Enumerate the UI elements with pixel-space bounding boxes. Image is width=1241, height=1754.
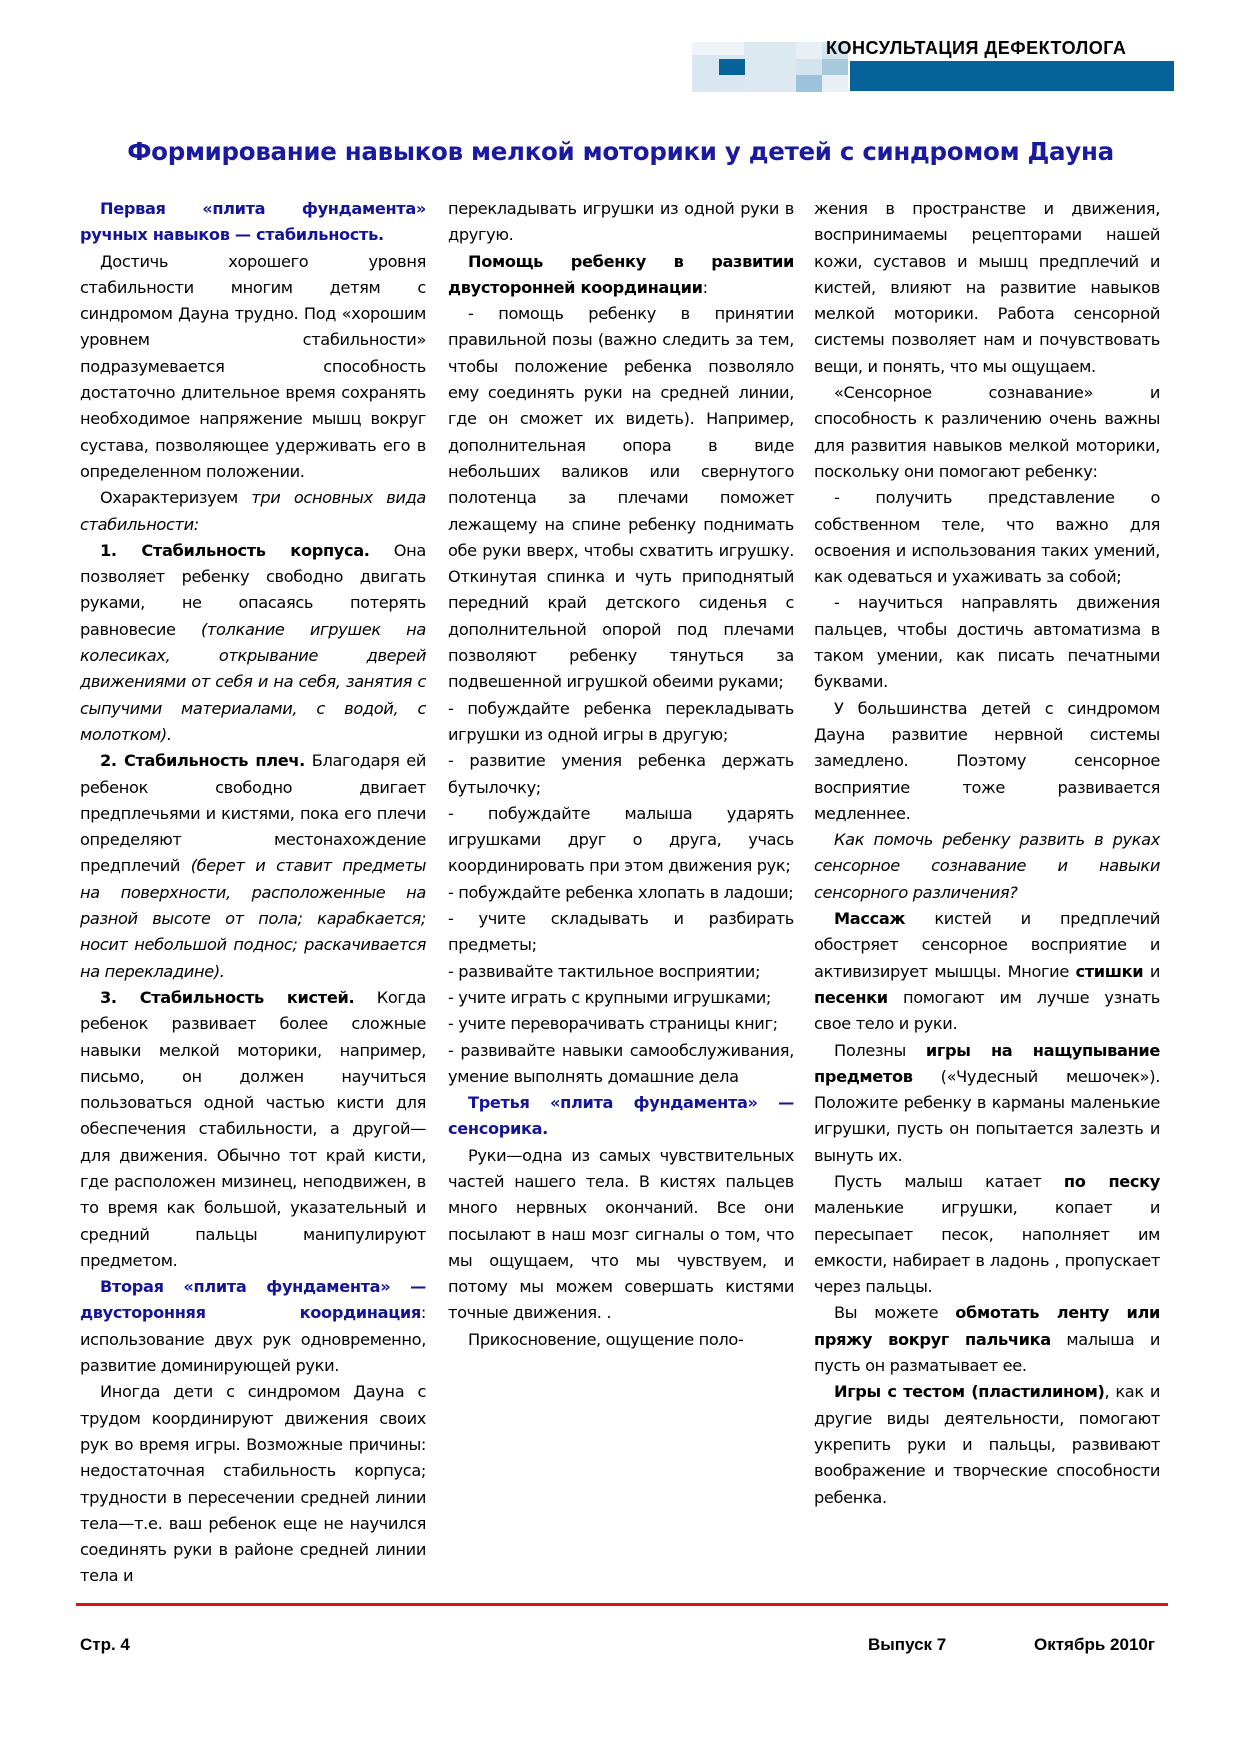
italic-text: (толкание игрушек на колесиках, открывание дверей движениями от себя и на себя, занятия с сыпучими материалами, с водой, с молотком). <box>80 619 426 744</box>
list-item: - побуждайте малыша ударять игрушками друг о друга, учась координировать при этом движения рук; <box>448 803 794 876</box>
text: Когда ребенок развивает более сложные навыки мелкой моторики, например, письмо, он должен научиться пользоваться одной частью кисти для обеспечения стабильности, а другой—для движения. Обычно тот край кисти, где расположен мизинец, неподвижен, в то время как большой, указательный и средний пальцы манипулируют предметом. <box>80 987 427 1270</box>
text: Благодаря ей ребенок свободно двигает предплечьями и кистями, пока его плечи определяют местонахождение предплечий <box>80 751 426 876</box>
header-bar <box>850 61 1174 91</box>
paragraph: Иногда дети с синдромом Дауна с трудом координируют движения своих рук во время игры. Возможные причины: недостаточная стабильность корпуса; трудности в пересечении средней линии тела—т.е. ваш ребенок еще не научился соединять руки в районе средней линии тела и <box>80 1382 426 1586</box>
bold-text: стишки <box>1075 961 1144 981</box>
page-number: Стр. 4 <box>80 1635 130 1654</box>
paragraph: «Сенсорное сознавание» и способность к различению очень важны для развития навыков мелкой моторики, поскольку они помогают ребенку: <box>814 383 1160 481</box>
text: : использование двух рук одновременно, развитие доминирующей руки. <box>80 1303 426 1376</box>
italic-text: (берет и ставит предметы на поверхности, расположенные на разной высоте от пола; карабкается; носит небольшой поднос; раскачивается на перекладине). <box>80 856 426 981</box>
text: Она позволяет ребенку свободно двигать руками, не опасаясь потерять равновесие <box>80 540 426 639</box>
list-item: - учите складывать и разбирать предметы; <box>448 909 794 955</box>
list-item: - развитие умения ребенка держать бутылочку; <box>448 751 794 797</box>
italic-text: Как помочь ребенку развить в руках сенсорное сознавание и навыки сенсорного различения? <box>814 830 1160 902</box>
stability-item-1 <box>80 538 426 748</box>
text: : <box>702 277 708 297</box>
question <box>814 827 1160 906</box>
bold-text: Помощь ребенку в развитии двусторонней координации <box>448 251 794 297</box>
text: Полезны <box>834 1040 926 1060</box>
text: помогают им лучше узнать свое тело и руки. <box>814 987 1160 1034</box>
italic-text: три основных вида стабильности: <box>80 488 426 534</box>
text: маленькие игрушки, копает и пересыпает песок, наполняет им емкости, набирает в ладонь , пропускает через пальцы. <box>814 1198 1160 1297</box>
bold-text: 2. Стабильность плеч. <box>100 751 305 771</box>
text: и <box>1143 961 1160 981</box>
paragraph-dough <box>814 1379 1160 1510</box>
text: кистей и предплечий обостряет сенсорное восприятие и активизирует мышцы. Многие <box>814 909 1160 981</box>
issue-number: Выпуск 7 <box>868 1635 947 1654</box>
list-item: - учите играть с крупными игрушками; <box>448 987 771 1007</box>
bold-text: песенки <box>814 987 888 1007</box>
text: Охарактеризуем <box>100 488 252 508</box>
list-item: - учите переворачивать страницы книг; <box>448 1014 778 1034</box>
blue-heading: Вторая «плита фундамента» — двусторонняя координация <box>80 1277 426 1323</box>
paragraph: жения в пространстве и движения, воспринимаемы рецепторами нашей кожи, суставов и мышц предплечий и кистей, влияют на развитие навыков мелкой моторики. Работа сенсорной системы позволяет нам и почувствовать вещи, и понять, что мы ощущаем. <box>814 199 1160 376</box>
bold-text: Массаж <box>834 909 906 929</box>
heading-third-foundation: Третья «плита фундамента» — сенсорика. <box>448 1093 794 1139</box>
list-item: - побуждайте ребенка хлопать в ладоши; <box>448 882 794 902</box>
bold-text: игры на нащупывание предметов <box>814 1040 1161 1086</box>
list-item: - получить представление о собственном теле, что важно для освоения и использования таких умений, как одеваться и ухаживать за собой; <box>814 488 1160 587</box>
paragraph: Достичь хорошего уровня стабильности многим детям с синдромом Дауна трудно. Под «хорошим уровнем стабильности» подразумевается способность достаточно длительное время сохранять необходимое напряжение мышц вокруг сустава, позволяющее удерживать его в определенном положении. <box>80 251 426 481</box>
heading-first-foundation: Первая «плита фундамента» ручных навыков — стабильность. <box>80 199 426 245</box>
paragraph-sand <box>814 1169 1160 1300</box>
bold-text: Игры с тестом (пластилином) <box>834 1382 1105 1402</box>
list-item: - помощь ребенку в принятии правильной позы (важно следить за тем, чтобы положение ребенка позволяло ему соединять руки на средней линии, где он сможет их видеть). Например, дополнительная опора в виде небольших валиков или свернутого полотенца за плечами поможет лежащему на спине ребенку поднимать обе руки вверх, чтобы схватить игрушку. Откинутая спинка и чуть приподнятый передний край детского сиденья с дополнительной опорой под плечами позволяют ребенку тянуться за подвешенной игрушкой обеими руками; <box>448 304 794 692</box>
paragraph-yarn <box>814 1300 1160 1379</box>
paragraph: У большинства детей с синдромом Дауна развитие нервной системы замедлено. Поэтому сенсорное восприятие тоже развивается медленнее. <box>814 698 1160 823</box>
text: малыша и пусть он разматывает ее. <box>814 1329 1161 1376</box>
paragraph <box>80 485 426 538</box>
paragraph: перекладывать игрушки из одной руки в другую. <box>448 199 794 245</box>
bold-text: 3. Стабильность кистей. <box>100 987 355 1007</box>
subheading-help <box>448 249 794 302</box>
list-item: - развивайте навыки самообслуживания, умение выполнять домашние дела <box>448 1040 794 1086</box>
column-2 <box>448 196 794 1353</box>
heading-second-foundation <box>80 1274 426 1379</box>
text: , как и другие виды деятельности, помогают укрепить руки и пальцы, развивают воображение и творческие способности ребенка. <box>814 1382 1160 1507</box>
text: Вы можете <box>834 1303 956 1323</box>
paragraph: Прикосновение, ощущение поло- <box>468 1329 744 1349</box>
paragraph-massage <box>814 906 1160 1037</box>
bold-text: 1. Стабильность корпуса. <box>100 540 370 560</box>
list-item: - научиться направлять движения пальцев, чтобы достичь автоматизма в таком умении, как писать печатными буквами. <box>814 593 1160 692</box>
text: («Чудесный мешочек»). Положите ребенку в карманы маленькие игрушки, пусть он попытается залезть и вынуть их. <box>814 1066 1160 1165</box>
paragraph-games <box>814 1038 1160 1169</box>
bold-text: по песку <box>1063 1171 1160 1191</box>
section-title: КОНСУЛЬТАЦИЯ ДЕФЕКТОЛОГА <box>826 38 1127 58</box>
stability-item-2 <box>80 748 426 985</box>
issue-date: Октябрь 2010г <box>1034 1635 1155 1654</box>
column-1 <box>80 196 426 1590</box>
stability-item-3 <box>80 985 426 1274</box>
bold-text: обмотать ленту или пряжу вокруг пальчика <box>814 1303 1160 1349</box>
column-3 <box>814 196 1160 1511</box>
article-title: Формирование навыков мелкой моторики у детей с синдромом Дауна <box>127 137 1114 166</box>
text: Пусть малыш катает <box>834 1171 1064 1191</box>
paragraph: Руки—одна из самых чувствительных частей нашего тела. В кистях пальцев много нервных окончаний. Все они посылают в наш мозг сигналы о том, что мы ощущаем, что мы чувствуем, и потому мы можем совершать кистями точные движения. . <box>448 1145 794 1323</box>
list-item: - побуждайте ребенка перекладывать игрушки из одной игры в другую; <box>448 698 794 744</box>
list-item: - развивайте тактильное восприятии; <box>448 961 761 981</box>
footer-divider <box>76 1603 1168 1606</box>
